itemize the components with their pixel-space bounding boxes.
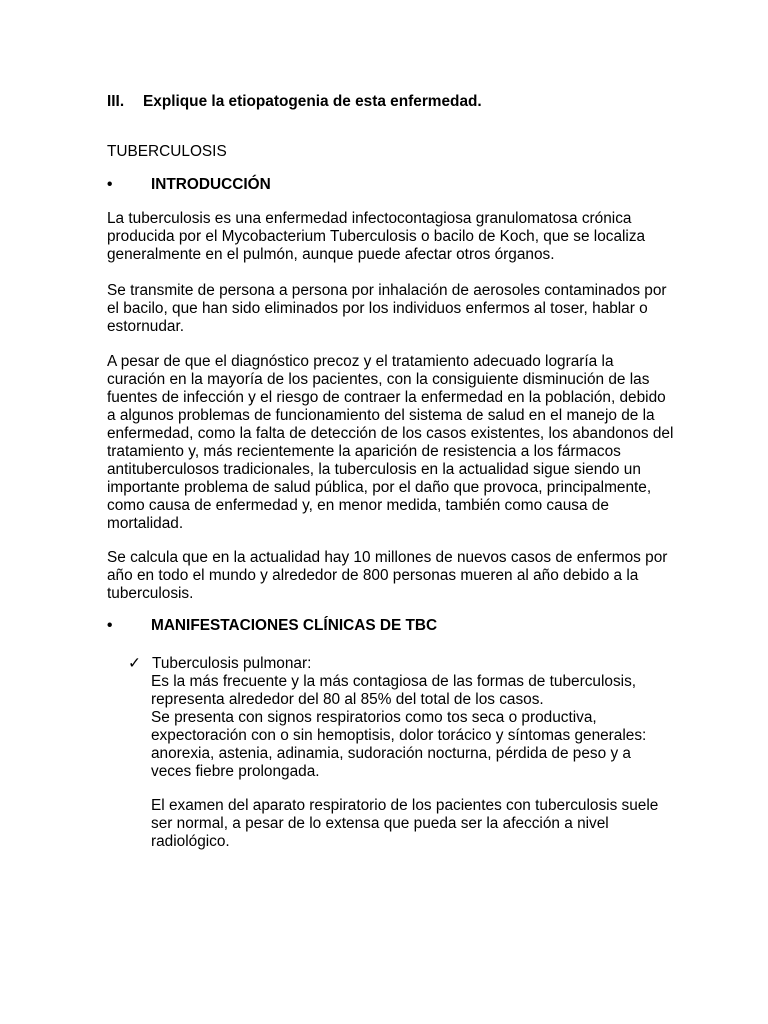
text-line: producida por el Mycobacterium Tuberculosis o bacilo de Koch, que se localiza	[107, 228, 646, 245]
intro-paragraph-1	[107, 210, 667, 264]
text-line: radiológico.	[151, 833, 230, 850]
text-line: expectoración con o sin hemoptisis, dolor torácico y síntomas generales:	[151, 727, 647, 744]
checklist-item-paragraph-2	[151, 797, 671, 851]
bullet-icon: •	[107, 617, 113, 634]
text-line: Se calcula que en la actualidad hay 10 millones de nuevos casos de enfermos por	[107, 549, 668, 566]
section-heading	[107, 93, 482, 111]
checklist-item	[128, 655, 668, 673]
intro-paragraph-3	[107, 353, 674, 533]
intro-heading	[107, 176, 271, 194]
text-line: Se presenta con signos respiratorios como tos seca o productiva,	[151, 709, 597, 726]
section-number: III.	[107, 93, 125, 110]
clinical-heading-text: MANIFESTACIONES CLÍNICAS DE TBC	[151, 617, 438, 634]
text-line: A pesar de que el diagnóstico precoz y el tratamiento adecuado lograría la	[107, 353, 614, 370]
text-line: veces fiebre prolongada.	[151, 763, 320, 780]
clinical-heading	[107, 617, 437, 635]
text-line: tratamiento y, más recientemente la aparición de resistencia a los fármacos	[107, 443, 621, 460]
text-line: antituberculosos tradicionales, la tuberculosis en la actualidad sigue siendo un	[107, 461, 641, 478]
checklist-item-body	[151, 673, 671, 781]
text-line: representa alrededor del 80 al 85% del total de los casos.	[151, 691, 544, 708]
text-line: el bacilo, que han sido eliminados por los individuos enfermos al toser, hablar o	[107, 300, 648, 317]
text-line: importante problema de salud pública, por el daño que provoca, principalmente,	[107, 479, 652, 496]
text-line: Es la más frecuente y la más contagiosa de las formas de tuberculosis,	[151, 673, 637, 690]
section-title: Explique la etiopatogenia de esta enfermedad.	[143, 93, 482, 110]
checkmark-icon: ✓	[128, 655, 141, 672]
text-line: estornudar.	[107, 318, 185, 335]
text-line: como causa de enfermedad y, en menor medida, también como causa de	[107, 497, 609, 514]
text-line: ser normal, a pesar de lo extensa que pueda ser la afección a nivel	[151, 815, 609, 832]
text-line: enfermedad, como la falta de detección de los casos existentes, los abandonos del	[107, 425, 674, 442]
intro-paragraph-4	[107, 549, 667, 603]
text-line: Se transmite de persona a persona por inhalación de aerosoles contaminados por	[107, 282, 667, 299]
text-line: anorexia, astenia, adinamia, sudoración nocturna, pérdida de peso y a	[151, 745, 631, 762]
text-line: tuberculosis.	[107, 585, 194, 602]
text-line: a algunos problemas de funcionamiento del sistema de salud en el manejo de la	[107, 407, 655, 424]
text-line: generalmente en el pulmón, aunque puede afectar otros órganos.	[107, 246, 555, 263]
text-line: El examen del aparato respiratorio de los pacientes con tuberculosis suele	[151, 797, 659, 814]
text-line: curación en la mayoría de los pacientes, con la consiguiente disminución de las	[107, 371, 650, 388]
text-line: fuentes de infección y el riesgo de contraer la enfermedad en la población, debido	[107, 389, 666, 406]
checklist-item-title: Tuberculosis pulmonar:	[152, 655, 312, 672]
intro-heading-text: INTRODUCCIÓN	[151, 176, 271, 193]
text-line: año en todo el mundo y alrededor de 800 personas mueren al año debido a la	[107, 567, 639, 584]
intro-paragraph-2	[107, 282, 667, 336]
text-line: mortalidad.	[107, 515, 184, 532]
text-line: La tuberculosis es una enfermedad infectocontagiosa granulomatosa crónica	[107, 210, 632, 227]
document-title: TUBERCULOSIS	[107, 143, 227, 160]
bullet-icon: •	[107, 176, 113, 193]
